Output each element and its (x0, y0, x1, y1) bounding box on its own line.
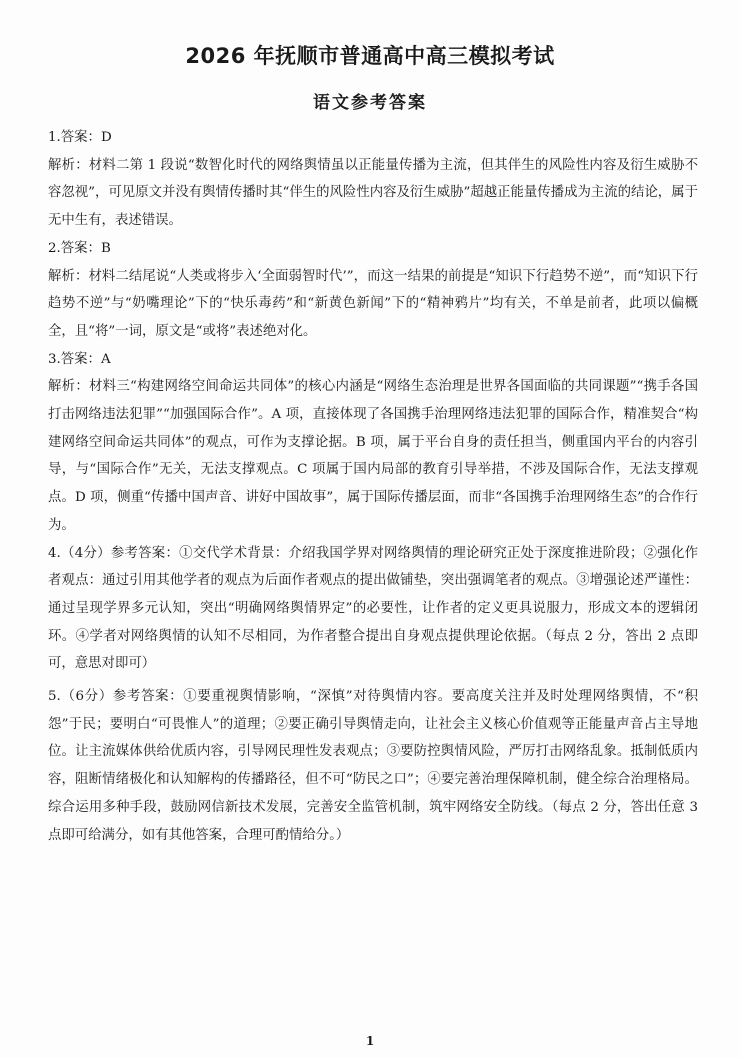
page-title: 2026 年抚顺市普通高中高三模拟考试 (185, 44, 555, 68)
answer-2-analysis: 解析：材料二结尾说“人类或将步入‘全面弱智时代’”，而这一结果的前提是“知识下行趋势不逆”，而“知识下行趋势不逆”与“奶嘴理论”下的“快乐毒药”和“新黄色新闻”下的“精神鸦片”均有关，不单是前者，此项以偏概全，且“将”一词，原文是“或将”表述绝对化。 (48, 268, 698, 339)
answer-content (48, 124, 698, 849)
page-subtitle: 语文参考答案 (313, 93, 427, 113)
page-number: 1 (365, 1034, 375, 1048)
answer-1-label: 1.答案：D (48, 130, 112, 145)
answer-4-text: 4.（4分）参考答案：①交代学术背景：介绍我国学界对网络舆情的理论研究正处于深度推进阶段；②强化作者观点：通过引用其他学者的观点为后面作者观点的提出做铺垫，突出强调笔者的观点。③增强论述严谨性：通过呈现学界多元认知，突出“明确网络舆情界定”的必要性，让作者的定义更具说服力，形成文本的逻辑闭环。④学者对网络舆情的认知不尽相同，为作者整合提出自身观点提供理论依据。（每点 2 分，答出 2 点即可，意思对即可） (48, 545, 698, 672)
answer-3-analysis: 解析：材料三“构建网络空间命运共同体”的核心内涵是“网络生态治理是世界各国面临的共同课题”“携手各国打击网络违法犯罪”“加强国际合作”。A 项，直接体现了各国携手治理网络违法犯罪的国际合作，精准契合“构建网络空间命运共同体”的观点，可作为支撑论据。B 项，属于平台自身的责任担当，侧重国内平台的内容引导，与“国际合作”无关，无法支撑观点。C 项属于国内局部的教育引导举措，不涉及国际合作，无法支撑观点。D 项，侧重“传播中国声音、讲好中国故事”，属于国际传播层面，而非“各国携手治理网络生态”的合作行为。 (48, 379, 698, 533)
answer-3-label: 3.答案：A (48, 351, 111, 367)
answer-5-text: 5.（6分）参考答案：①要重视舆情影响，“深慎”对待舆情内容。要高度关注并及时处理网络舆情，不“积怨”于民；要明白“可畏惟人”的道理；②要正确引导舆情走向，让社会主义核心价值观等正能量声音占主导地位。让主流媒体供给优质内容，引导网民理性发表观点；③要防控舆情风险，严厉打击网络乱象。抵制低质内容，阻断情绪极化和认知解构的传播路径，但不可“防民之口”；④要完善治理保障机制，健全综合治理格局。综合运用多种手段，鼓励网信新技术发展，完善安全监管机制，筑牢网络安全防线。（每点 2 分，答出任意 3 点即可给满分，如有其他答案，合理可酌情给分。） (48, 689, 698, 843)
answer-2-label: 2.答案：B (48, 240, 111, 256)
answer-1-analysis: 解析：材料二第 1 段说“数智化时代的网络舆情虽以正能量传播为主流，但其伴生的风险性内容及衍生威胁不容忽视”，可见原文并没有舆情传播时其“伴生的风险性内容及衍生威胁”超越正能量传播成为主流的结论，属于无中生有，表述错误。 (48, 157, 698, 229)
